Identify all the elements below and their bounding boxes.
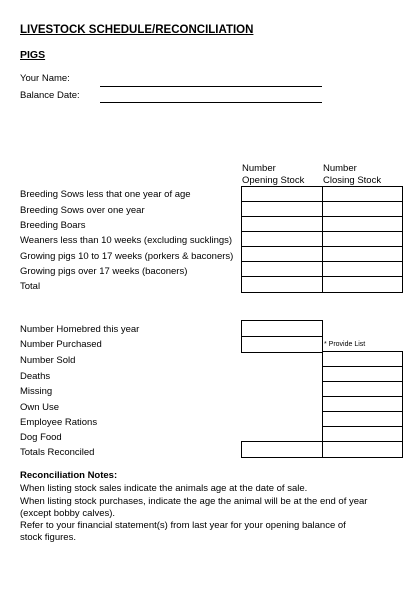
deaths-cell[interactable] [322, 366, 403, 382]
closing-stock-cell[interactable] [322, 186, 403, 202]
note-line: Refer to your financial statement(s) from last year for your opening balance of [20, 520, 346, 531]
closing-stock-header [323, 163, 381, 187]
totals-reconciled-right-cell[interactable] [322, 441, 403, 458]
reconciliation-row-label: Number Sold [20, 355, 76, 366]
note-line: (except bobby calves). [20, 508, 116, 519]
reconciliation-row-label: Number Purchased [20, 339, 102, 350]
closing-stock-cell[interactable] [322, 261, 403, 277]
reconciliation-row-label: Missing [20, 386, 53, 397]
opening-stock-cell[interactable] [241, 201, 323, 217]
opening-stock-cell[interactable] [241, 261, 323, 277]
reconciliation-row-label: Number Homebred this year [20, 324, 140, 335]
stock-row-label: Total [20, 281, 41, 292]
employee-rations-cell[interactable] [322, 411, 403, 427]
balance-date-label: Balance Date: [20, 90, 80, 101]
stock-row-label: Breeding Sows less that one year of age [20, 189, 191, 200]
your-name-field[interactable] [100, 86, 322, 87]
reconciliation-row-label: Dog Food [20, 432, 62, 443]
provide-list-note: * Provide List [324, 341, 366, 348]
closing-stock-cell[interactable] [322, 246, 403, 262]
closing-stock-cell[interactable] [322, 231, 403, 247]
page-title: LIVESTOCK SCHEDULE/RECONCILIATION [20, 24, 254, 36]
purchased-cell[interactable] [241, 336, 323, 353]
stock-row-label: Breeding Boars [20, 220, 86, 231]
closing-stock-cell[interactable] [322, 216, 403, 232]
opening-stock-total-cell[interactable] [241, 276, 323, 293]
closing-stock-total-cell[interactable] [322, 276, 403, 293]
sold-cell[interactable] [322, 351, 403, 367]
note-line: When listing stock sales indicate the animals age at the date of sale. [20, 483, 308, 494]
reconciliation-row-label: Employee Rations [20, 417, 98, 428]
missing-cell[interactable] [322, 381, 403, 397]
your-name-label: Your Name: [20, 73, 70, 84]
stock-row-label: Weaners less than 10 weeks (excluding sucklings) [20, 235, 233, 246]
reconciliation-row-label: Deaths [20, 371, 51, 382]
opening-stock-cell[interactable] [241, 216, 323, 232]
stock-row-label: Breeding Sows over one year [20, 205, 145, 216]
opening-header-line1: Number [242, 163, 276, 174]
own-use-cell[interactable] [322, 396, 403, 412]
opening-stock-cell[interactable] [241, 231, 323, 247]
section-title: PIGS [20, 49, 46, 61]
reconciliation-row-label: Own Use [20, 402, 60, 413]
opening-stock-cell[interactable] [241, 246, 323, 262]
note-line: stock figures. [20, 532, 76, 543]
notes-heading: Reconciliation Notes: [20, 470, 118, 481]
note-line: When listing stock purchases, indicate the age the animal will be at the end of year [20, 496, 368, 507]
stock-row-label: Growing pigs over 17 weeks (baconers) [20, 266, 188, 277]
closing-header-line2: Closing Stock [323, 175, 382, 186]
dog-food-cell[interactable] [322, 426, 403, 442]
closing-stock-cell[interactable] [322, 201, 403, 217]
balance-date-field[interactable] [100, 102, 322, 103]
opening-stock-cell[interactable] [241, 186, 323, 202]
opening-header-line2: Opening Stock [242, 175, 305, 186]
opening-stock-header [242, 163, 304, 187]
reconciliation-row-label: Totals Reconciled [20, 447, 95, 458]
homebred-cell[interactable] [241, 320, 323, 337]
closing-header-line1: Number [323, 163, 357, 174]
totals-reconciled-left-cell[interactable] [241, 441, 323, 458]
stock-row-label: Growing pigs 10 to 17 weeks (porkers & baconers) [20, 251, 234, 262]
